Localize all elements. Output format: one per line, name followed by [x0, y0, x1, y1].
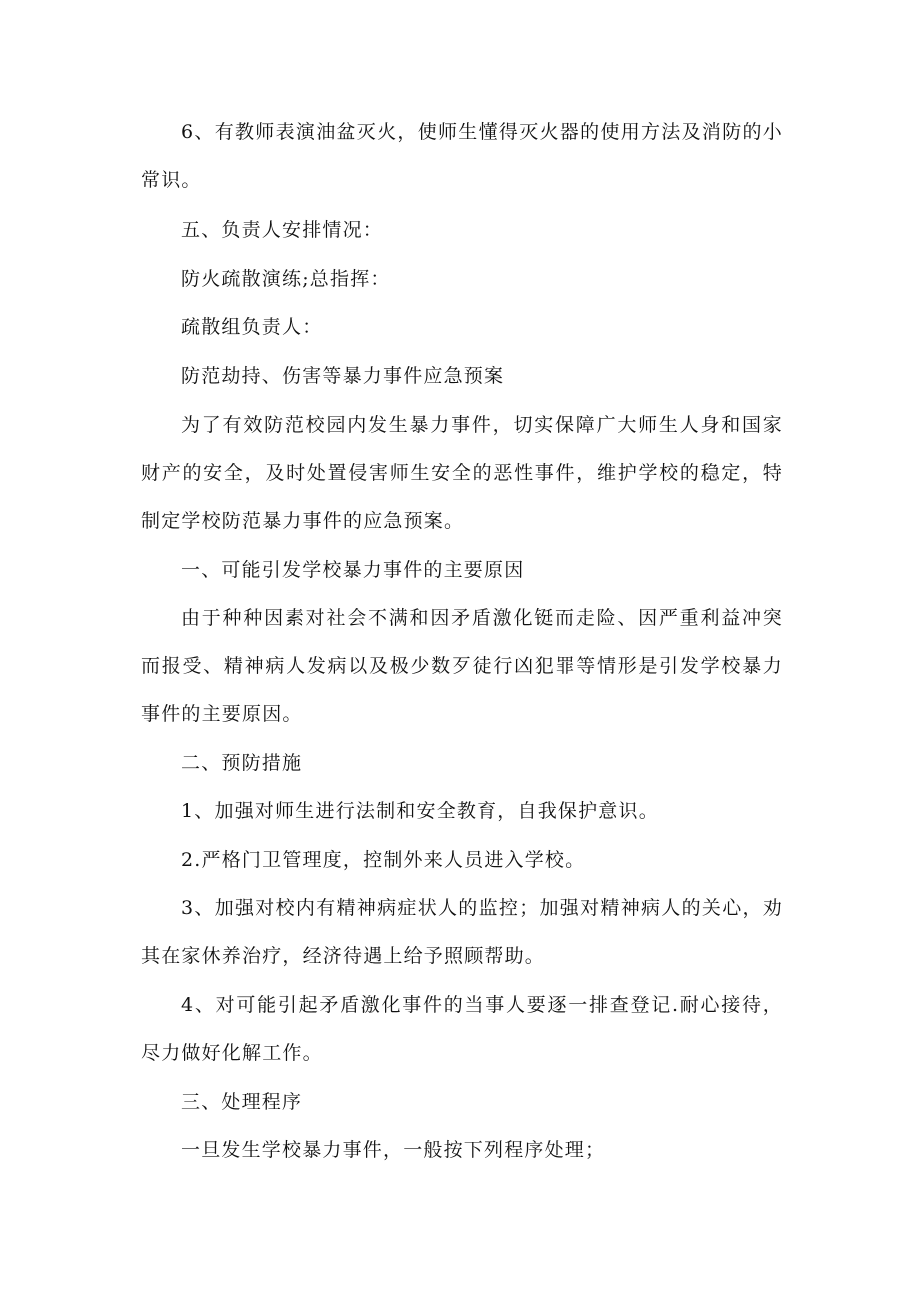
heading-section-one: 一、可能引发学校暴力事件的主要原因	[181, 559, 525, 581]
paragraph-commander: 防火疏散演练;总指挥：	[181, 268, 391, 290]
heading-section-three: 三、处理程序	[181, 1091, 303, 1113]
paragraph-procedure-intro: 一旦发生学校暴力事件，一般按下列程序处理；	[181, 1139, 606, 1161]
heading-responsible-persons: 五、负责人安排情况：	[181, 219, 384, 241]
paragraph-causes: 由于种种因素对社会不满和因矛盾激化铤而走险、因严重利益冲突而报受、精神病人发病以及极少数歹徒行凶犯罪等情形是引发学校暴力事件的主要原因。	[141, 607, 783, 725]
paragraph-measure-1: 1、加强对师生进行法制和安全教育，自我保护意识。	[181, 800, 659, 822]
paragraph-measure-3: 3、加强对校内有精神病症状人的监控；加强对精神病人的关心，劝其在家休养治疗，经济待遇上给予照顾帮助。	[141, 897, 783, 967]
paragraph-measure-4: 4、对可能引起矛盾激化事件的当事人要逐一排查登记.耐心接待，尽力做好化解工作。	[141, 994, 783, 1064]
paragraph-evacuation-leader: 疏散组负责人：	[181, 316, 323, 338]
heading-section-two: 二、预防措施	[181, 752, 303, 774]
paragraph-measure-2: 2.严格门卫管理度，控制外来人员进入学校。	[181, 849, 586, 871]
paragraph-purpose: 为了有效防范校园内发生暴力事件，切实保障广大师生人身和国家财产的安全，及时处置侵害师生安全的恶性事件，维护学校的稳定，特制定学校防范暴力事件的应急预案。	[141, 414, 783, 532]
paragraph-fire-demo: 6、有教师表演油盆灭火，使师生懂得灭火器的使用方法及消防的小常识。	[141, 121, 783, 191]
plan-title: 防范劫持、伤害等暴力事件应急预案	[181, 365, 505, 387]
